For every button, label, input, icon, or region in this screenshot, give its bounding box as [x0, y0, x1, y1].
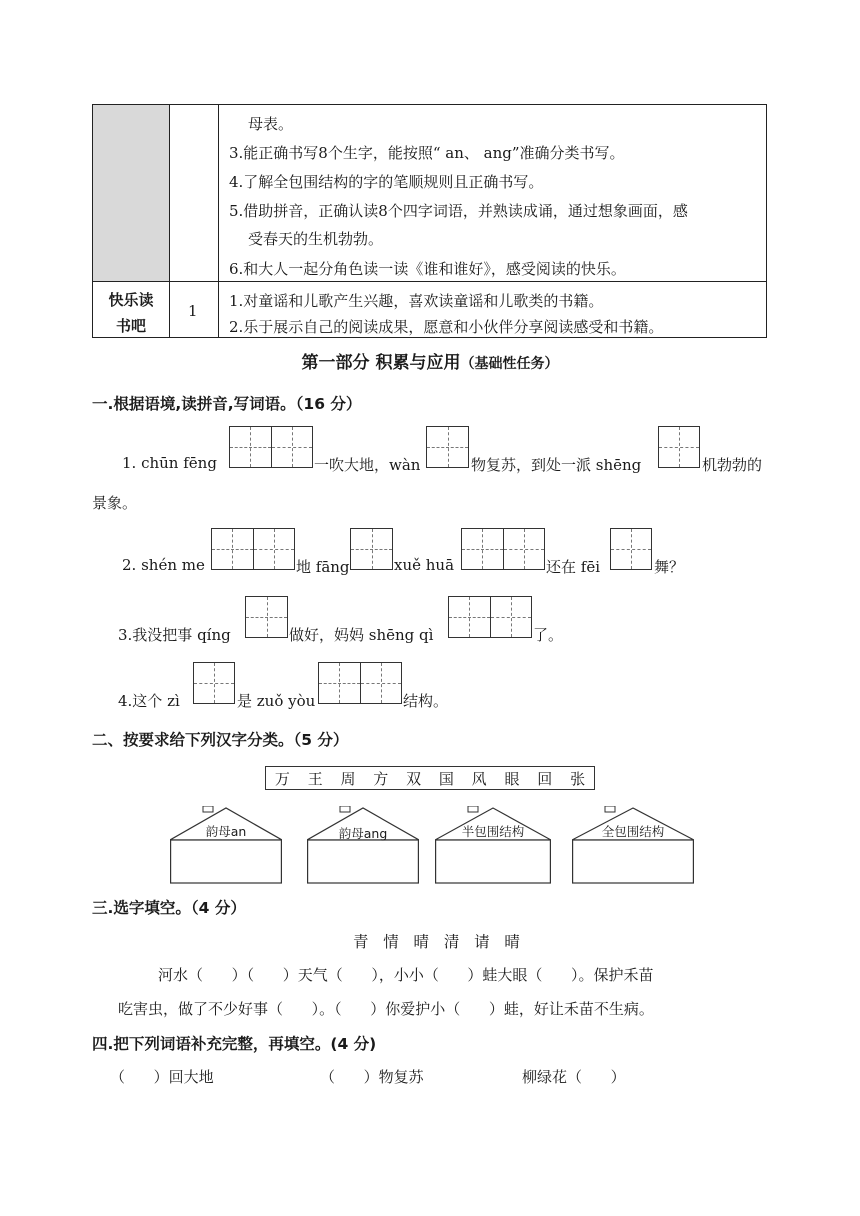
- house-icon: [572, 806, 694, 884]
- char-item: 眼: [504, 769, 520, 788]
- answer-box[interactable]: [318, 662, 402, 704]
- house-fully-enclosed[interactable]: [572, 806, 694, 884]
- table-row1-line: 3.能正确书写8个生字，能按照“ an、 ang”准确分类书写。: [229, 144, 625, 162]
- q1-text: 还在 fēi: [546, 558, 600, 576]
- q2-heading: 二、按要求给下列汉字分类。（5 分）: [92, 731, 349, 749]
- char-item: 国: [438, 769, 454, 788]
- q4-item: （ ）回大地: [110, 1068, 214, 1086]
- answer-box[interactable]: [350, 528, 393, 570]
- house-label: 韵母an: [205, 824, 247, 839]
- q1-text: 2. shén me: [122, 556, 205, 574]
- q1-text: 是 zuǒ yòu: [237, 692, 316, 710]
- char-item: 周: [340, 769, 356, 788]
- answer-box[interactable]: [245, 596, 288, 638]
- table-row1-line: 受春天的生机勃勃。: [248, 230, 384, 248]
- q1-text: 结构。: [403, 692, 449, 710]
- q1-text: 地 fāng: [296, 558, 350, 576]
- answer-box[interactable]: [658, 426, 700, 468]
- q1-text: 了。: [533, 626, 564, 644]
- answer-box[interactable]: [193, 662, 235, 704]
- char-item: 风: [471, 769, 487, 788]
- q1-text: 一吹大地，wàn: [314, 456, 421, 474]
- char-item: 双: [406, 769, 422, 788]
- q4-item: 柳绿花（ ）: [522, 1068, 626, 1086]
- q1-text: 舞？: [654, 558, 685, 576]
- char-item: 方: [373, 769, 389, 788]
- char-list-box: [265, 766, 595, 790]
- q1-text: 景象。: [92, 494, 138, 512]
- q1-text: 物复苏，到处一派 shēng: [471, 456, 642, 474]
- q3-options: 青 情 晴 清 请 晴: [353, 933, 520, 951]
- table-row1-line: 5.借助拼音，正确认读8个四字词语，并熟读成诵，通过想象画面，感: [229, 202, 688, 220]
- char-item: 王: [307, 769, 323, 788]
- answer-box[interactable]: [610, 528, 652, 570]
- q1-text: 1. chūn fēng: [122, 454, 217, 472]
- q1-text: 3.我没把事 qíng: [118, 626, 231, 644]
- q3-passage-line: 河水（ ）（ ）天气（ ），小小（ ）蛙大眼（ ）。保护禾苗: [158, 966, 654, 984]
- answer-box[interactable]: [461, 528, 545, 570]
- part-subtitle: （基础性任务）: [460, 356, 559, 372]
- table-row2-line: 1.对童谣和儿歌产生兴趣，喜欢读童谣和儿歌类的书籍。: [229, 292, 604, 310]
- house-icon: [435, 806, 551, 884]
- q4-item: （ ）物复苏: [320, 1068, 424, 1086]
- table-category-label: 快乐读: [108, 291, 154, 309]
- q3-passage-line: 吃害虫，做了不少好事（ ）。（ ）你爱护小（ ）蛙，好让禾苗不生病。: [118, 1000, 654, 1018]
- q1-heading: 一.根据语境,读拼音,写词语。（16 分）: [92, 395, 362, 413]
- part-title: 第一部分 积累与应用（基础性任务）: [301, 353, 559, 373]
- char-item: 回: [537, 769, 553, 788]
- house-ang[interactable]: [307, 806, 419, 884]
- table-category-label: 书吧: [115, 317, 146, 335]
- table-row1-line: 6.和大人一起分角色读一读《谁和谁好》，感受阅读的快乐。: [229, 260, 626, 278]
- q1-text: xuě huā: [394, 556, 455, 574]
- table-row2-line: 2.乐于展示自己的阅读成果，愿意和小伙伴分享阅读感受和书籍。: [229, 318, 664, 336]
- q3-heading: 三.选字填空。（4 分）: [92, 899, 246, 917]
- house-label: 韵母ang: [338, 826, 388, 841]
- answer-box[interactable]: [229, 426, 313, 468]
- table-row1-line: 母表。: [248, 115, 294, 133]
- house-label: 全包围结构: [601, 824, 665, 839]
- house-an[interactable]: [170, 806, 282, 884]
- q1-text: 机勃勃的: [702, 456, 763, 474]
- answer-box[interactable]: [211, 528, 295, 570]
- house-label: 半包围结构: [461, 824, 525, 839]
- answer-box[interactable]: [448, 596, 532, 638]
- house-semi-enclosed[interactable]: [435, 806, 551, 884]
- char-item: 万: [274, 769, 290, 788]
- q1-text: 做好，妈妈 shēng qì: [289, 626, 434, 644]
- answer-box[interactable]: [426, 426, 469, 468]
- table-row1-line: 4.了解全包围结构的字的笔顺规则且正确书写。: [229, 173, 544, 191]
- q1-text: 4.这个 zì: [118, 692, 180, 710]
- char-item: 张: [570, 769, 586, 788]
- curriculum-table: [92, 104, 767, 338]
- house-icon: [170, 806, 282, 884]
- q4-heading: 四.把下列词语补充完整，再填空。(4 分): [92, 1035, 377, 1053]
- house-icon: [307, 806, 419, 884]
- gray-category-cell: [93, 105, 169, 281]
- table-hours: 1: [188, 302, 198, 320]
